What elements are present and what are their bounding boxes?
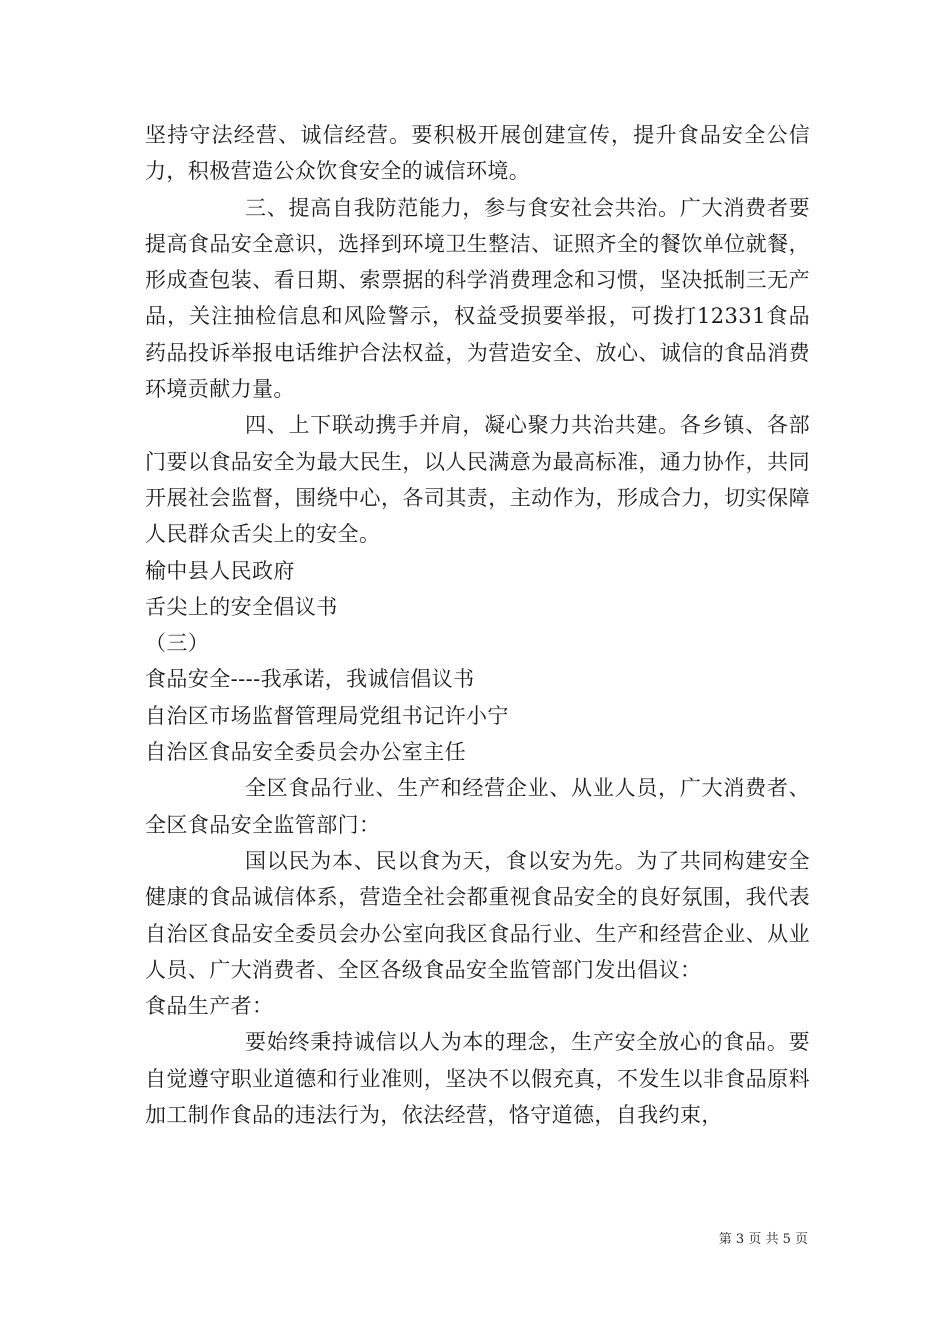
part-number: （三） (145, 631, 210, 656)
document-body (145, 117, 810, 1133)
section-heading-producers: 食品生产者： (145, 994, 274, 1019)
document-title: 舌尖上的安全倡议书 (145, 594, 338, 619)
author-line-two: 自治区食品安全委员会办公室主任 (145, 740, 466, 765)
salutation: 全区食品行业、生产和经营企业、从业人员，广大消费者、全区食品安全监管部门： (145, 776, 810, 837)
paragraph-intro: 国以民为本、民以食为天，食以安为先。为了共同构建安全健康的食品诚信体系，营造全社会都重视食品安全的良好氛围，我代表自治区食品安全委员会办公室向我区食品行业、生产和经营企业、从业人员、广大消费者、全区各级食品安全监管部门发出倡议： (145, 848, 810, 982)
page-number-footer: 第 3 页 共 5 页 (718, 1232, 808, 1247)
signature-government: 榆中县人民政府 (145, 558, 295, 583)
paragraph-section-three: 三、提高自我防范能力，参与食安社会共治。广大消费者要提高食品安全意识，选择到环境卫生整洁、证照齐全的餐饮单位就餐，形成查包装、看日期、索票据的科学消费理念和习惯，坚决抵制三无产品，关注抽检信息和风险警示，权益受损要举报，可拨打12331食品药品投诉举报电话维护合法权益，为营造安全、放心、诚信的食品消费环境贡献力量。 (145, 195, 810, 402)
proposal-title: 食品安全----我承诺，我诚信倡议书 (145, 667, 475, 692)
paragraph-section-four: 四、上下联动携手并肩，凝心聚力共治共建。各乡镇、各部门要以食品安全为最大民生，以人民满意为最高标准，通力协作，共同开展社会监督，围绕中心，各司其责，主动作为，形成合力，切实保障人民群众舌尖上的安全。 (145, 413, 810, 547)
paragraph-continuation: 坚持守法经营、诚信经营。要积极开展创建宣传，提升食品安全公信力，积极营造公众饮食安全的诚信环境。 (145, 123, 810, 184)
author-line-one: 自治区市场监督管理局党组书记许小宁 (145, 703, 509, 728)
paragraph-producers: 要始终秉持诚信以人为本的理念，生产安全放心的食品。要自觉遵守职业道德和行业准则，坚决不以假充真，不发生以非食品原料加工制作食品的违法行为，依法经营，恪守道德，自我约束， (145, 1030, 810, 1128)
